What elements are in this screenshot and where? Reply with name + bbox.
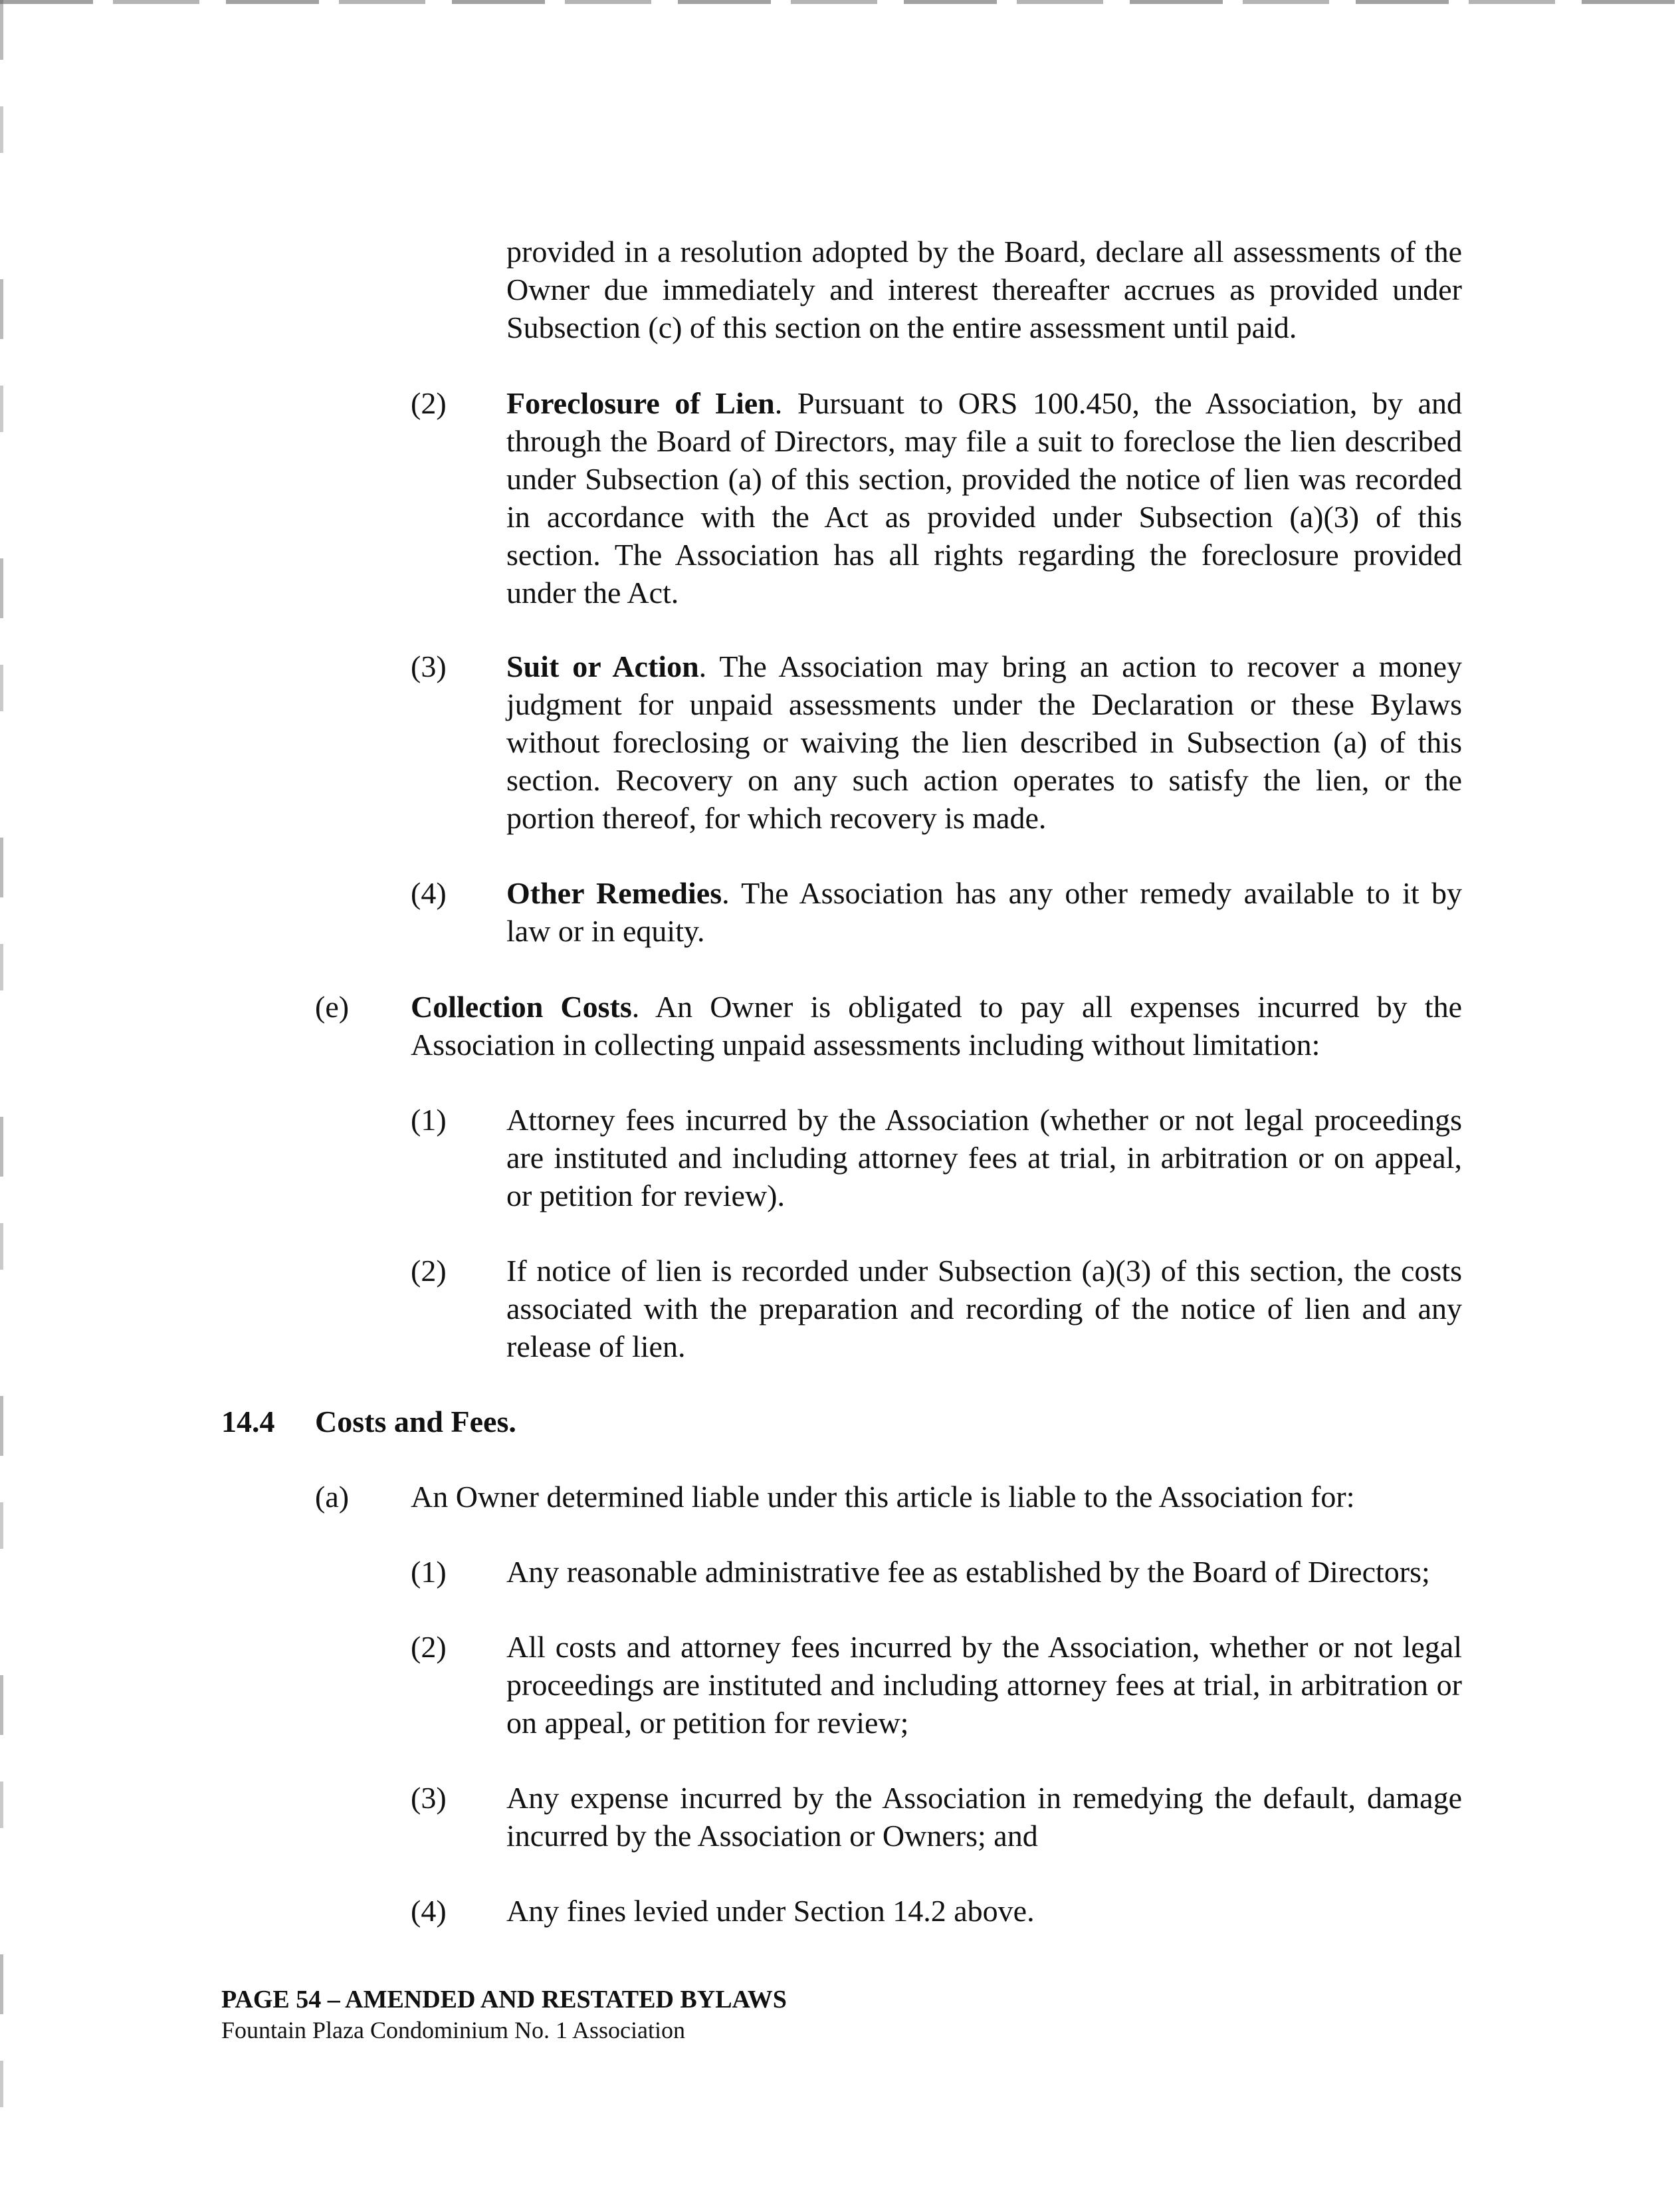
page-footer [221,1984,787,2045]
item-number: (4) [411,1894,447,1928]
item-text: . The Association has any other remedy available to it by law or in equity. [506,876,1462,948]
list-item [506,874,1462,950]
list-item: If notice of lien is recorded under Subsection (a)(3) of this section, the costs associated with the preparation and recording of the notice of lien and any release of lien. [506,1254,1462,1363]
item-number: (1) [411,1103,447,1137]
scan-edge-left [0,0,3,2187]
list-item: Attorney fees incurred by the Association (whether or not legal proceedings are instituted and including attorney fees at trial, in arbitration or on appeal, or petition for review). [506,1103,1462,1212]
item-text: . The Association may bring an action to recover a money judgment for unpaid assessments under the Declaration or these Bylaws without foreclosing or waiving the lien described in Subsection (a) of this section. Recovery on any such action operates to satisfy the lien, or the portion thereof, for which recovery is made. [506,649,1462,835]
subsection-paragraph [411,988,1462,1064]
item-text: . Pursuant to ORS 100.450, the Association, by and through the Board of Directors, may file a suit to foreclose the lien described under Subsection (a) of this section, provided the notice of lien was recorded in accordance with the Act as provided under Subsection (a)(3) of this section. The Association has all rights regarding the foreclosure provided under the Act. [506,386,1462,610]
subsection-number: (a) [315,1480,350,1514]
footer-subtitle: Fountain Plaza Condominium No. 1 Association [221,2017,685,2043]
item-title: Foreclosure of Lien [506,386,775,420]
footer-title: PAGE 54 – AMENDED AND RESTATED BYLAWS [221,1986,787,2014]
item-number: (1) [411,1555,447,1589]
list-item: Any reasonable administrative fee as established by the Board of Directors; [506,1555,1430,1589]
list-item: All costs and attorney fees incurred by the Association, whether or not legal proceedings are instituted and including attorney fees at trial, in arbitration or on appeal, or petition for review; [506,1630,1462,1740]
list-item: Any expense incurred by the Association in remedying the default, damage incurred by the Association or Owners; and [506,1781,1462,1853]
subsection-paragraph: An Owner determined liable under this article is liable to the Association for: [411,1480,1355,1514]
subsection-number: (e) [315,990,350,1024]
subsection-text: . An Owner is obligated to pay all expenses incurred by the Association in collecting unpaid assessments including without limitation: [411,990,1463,1062]
section-number: 14.4 [221,1405,275,1439]
list-item [506,384,1462,612]
list-item [506,647,1462,837]
item-title: Other Remedies [506,876,722,910]
item-title: Suit or Action [506,649,699,683]
list-item: Any fines levied under Section 14.2 above. [506,1894,1035,1928]
item-number: (4) [411,876,447,910]
item-number: (3) [411,649,447,683]
continuation-paragraph: provided in a resolution adopted by the Board, declare all assessments of the Owner due immediately and interest thereafter accrues as provided under Subsection (c) of this section on the entire assessment until paid. [506,235,1462,344]
item-number: (2) [411,1254,447,1288]
scan-edge-top [0,0,1680,4]
item-number: (3) [411,1781,447,1815]
item-number: (2) [411,1630,447,1664]
subsection-title: Collection Costs [411,990,632,1024]
section-heading: Costs and Fees. [315,1405,516,1439]
item-number: (2) [411,386,447,420]
